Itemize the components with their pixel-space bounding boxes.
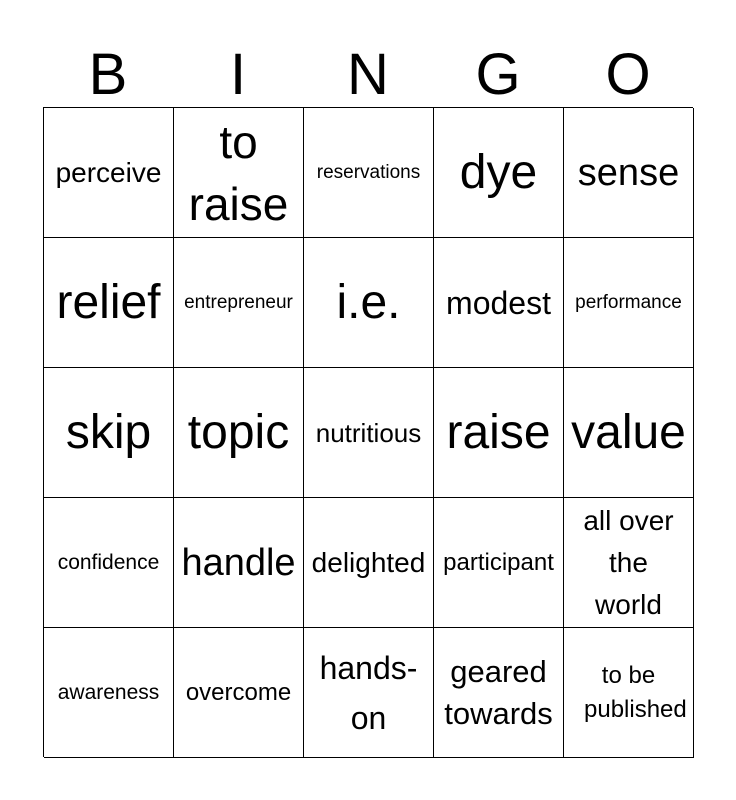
- cell-text: dye: [459, 145, 538, 199]
- bingo-cell: [44, 368, 174, 498]
- bingo-cell: [44, 108, 174, 238]
- cell-text: hands-on: [319, 649, 418, 736]
- header-letter-b: B: [88, 42, 128, 107]
- bingo-cell: [564, 368, 694, 498]
- header-letter-i: I: [229, 42, 247, 107]
- bingo-cell: [564, 238, 694, 368]
- header-letter-n: N: [347, 42, 389, 107]
- bingo-cell: [174, 628, 304, 758]
- bingo-cell: [44, 498, 174, 628]
- bingo-cell: [44, 628, 174, 758]
- cell-text: awareness: [57, 680, 160, 704]
- header-letter-g: G: [475, 42, 521, 107]
- bingo-cell: [304, 238, 434, 368]
- bingo-cell: [434, 238, 564, 368]
- cell-text: modest: [446, 284, 551, 321]
- bingo-cell: [564, 108, 694, 238]
- cell-text: skip: [65, 405, 152, 459]
- bingo-cell: [174, 498, 304, 628]
- cell-text: delighted: [311, 546, 426, 578]
- bingo-cell: [434, 498, 564, 628]
- bingo-cell: [564, 628, 694, 758]
- bingo-cell: [44, 238, 174, 368]
- cell-text: overcome: [185, 678, 292, 706]
- cell-text: topic: [187, 405, 290, 459]
- cell-text: to be published: [584, 661, 687, 723]
- cell-text: confidence: [57, 550, 160, 574]
- cell-text: raise: [446, 405, 551, 459]
- cell-text: relief: [56, 275, 161, 329]
- cell-text: value: [571, 405, 686, 459]
- bingo-cell: [434, 368, 564, 498]
- cell-text: handle: [181, 541, 296, 584]
- cell-text: entrepreneur: [184, 291, 293, 313]
- cell-text: perceive: [55, 156, 162, 188]
- bingo-header: [43, 42, 693, 108]
- cell-text: participant: [443, 548, 554, 576]
- bingo-cell: [434, 628, 564, 758]
- bingo-cell: [304, 108, 434, 238]
- cell-text: all over the world: [583, 504, 674, 620]
- bingo-cell: [174, 108, 304, 238]
- cell-text: sense: [577, 151, 680, 194]
- cell-text: geared towards: [444, 653, 553, 731]
- cell-text: performance: [575, 291, 682, 313]
- bingo-cell: [304, 498, 434, 628]
- cell-text: i.e.: [336, 275, 401, 329]
- header-letter-o: O: [605, 42, 651, 107]
- bingo-cell: [174, 238, 304, 368]
- bingo-cell: [174, 368, 304, 498]
- bingo-cell: [304, 368, 434, 498]
- bingo-cell: [434, 108, 564, 238]
- bingo-grid: [43, 107, 693, 757]
- cell-text: reservations: [316, 161, 421, 183]
- bingo-cell: [564, 498, 694, 628]
- bingo-cell: [304, 628, 434, 758]
- cell-text: nutritious: [315, 417, 422, 448]
- cell-text: to raise: [188, 115, 289, 230]
